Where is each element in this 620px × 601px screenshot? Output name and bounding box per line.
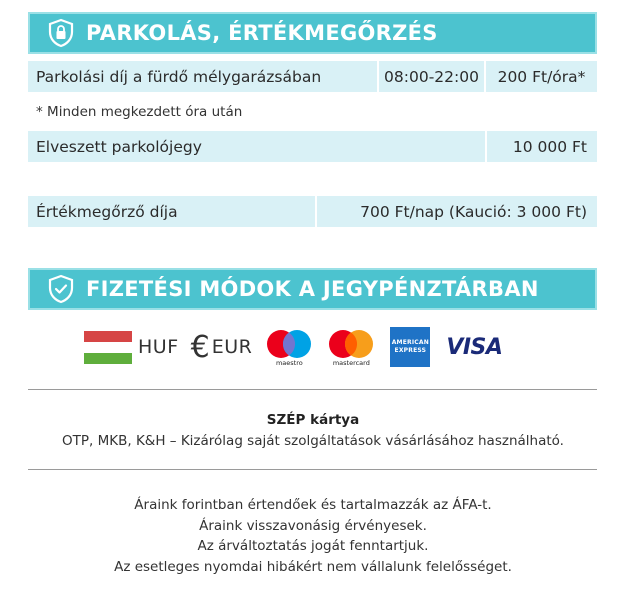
maestro-logo (264, 328, 314, 367)
eur-label: EUR (211, 336, 253, 358)
divider (28, 389, 597, 390)
locker-label: Értékmegőrző díja (36, 202, 178, 221)
footer-notes (0, 495, 620, 577)
parking-fee-price: 200 Ft/óra* (484, 61, 597, 92)
locker-price: 700 Ft/nap (Kaució: 3 000 Ft) (315, 196, 597, 227)
lost-ticket-label: Elveszett parkolójegy (36, 137, 202, 156)
footer-line: Áraink forintban értendőek és tartalmazzák az ÁFA-t. (134, 497, 492, 513)
parking-fee-row (28, 61, 597, 92)
lost-ticket-row (28, 131, 597, 162)
huf-label: HUF (138, 336, 179, 358)
lock-shield-icon (46, 18, 76, 48)
check-shield-icon (46, 274, 76, 304)
divider (28, 469, 597, 470)
mastercard-logo (326, 328, 376, 367)
parking-footnote: * Minden megkezdett óra után (36, 104, 243, 120)
lost-ticket-price: 10 000 Ft (485, 131, 597, 162)
parking-fee-label: Parkolási díj a fürdő mélygarázsában (36, 67, 322, 86)
parking-section-title: PARKOLÁS, ÉRTÉKMEGŐRZÉS (86, 21, 438, 45)
locker-row (28, 196, 597, 227)
payment-methods (84, 325, 502, 369)
hungarian-flag-icon (84, 331, 132, 364)
payment-section-header (28, 268, 597, 310)
szep-card-title: SZÉP kártya (266, 412, 360, 428)
payment-section-title: FIZETÉSI MÓDOK A JEGYPÉNZTÁRBAN (86, 277, 539, 301)
amex-line1: AMERICAN (391, 339, 429, 346)
maestro-label: maestro (275, 358, 303, 367)
maestro-icon (264, 328, 314, 360)
amex-line2: EXPRESS (394, 347, 427, 354)
mastercard-icon (326, 328, 376, 360)
euro-icon: € (190, 329, 210, 365)
american-express-logo (390, 327, 430, 367)
parking-section-header (28, 12, 597, 54)
footer-line: Az esetleges nyomdai hibákért nem vállalunk felelősséget. (114, 558, 512, 575)
footer-line: Áraink visszavonásig érvényesek. (199, 517, 427, 534)
mastercard-label: mastercard (332, 358, 370, 367)
parking-fee-hours: 08:00-22:00 (377, 61, 484, 92)
visa-logo: VISA (446, 334, 503, 360)
szep-card-text: OTP, MKB, K&H – Kizárólag saját szolgáltatások vásárlásához használható. (62, 433, 564, 449)
footer-line: Az árváltoztatás jogát fenntartjuk. (197, 538, 429, 554)
